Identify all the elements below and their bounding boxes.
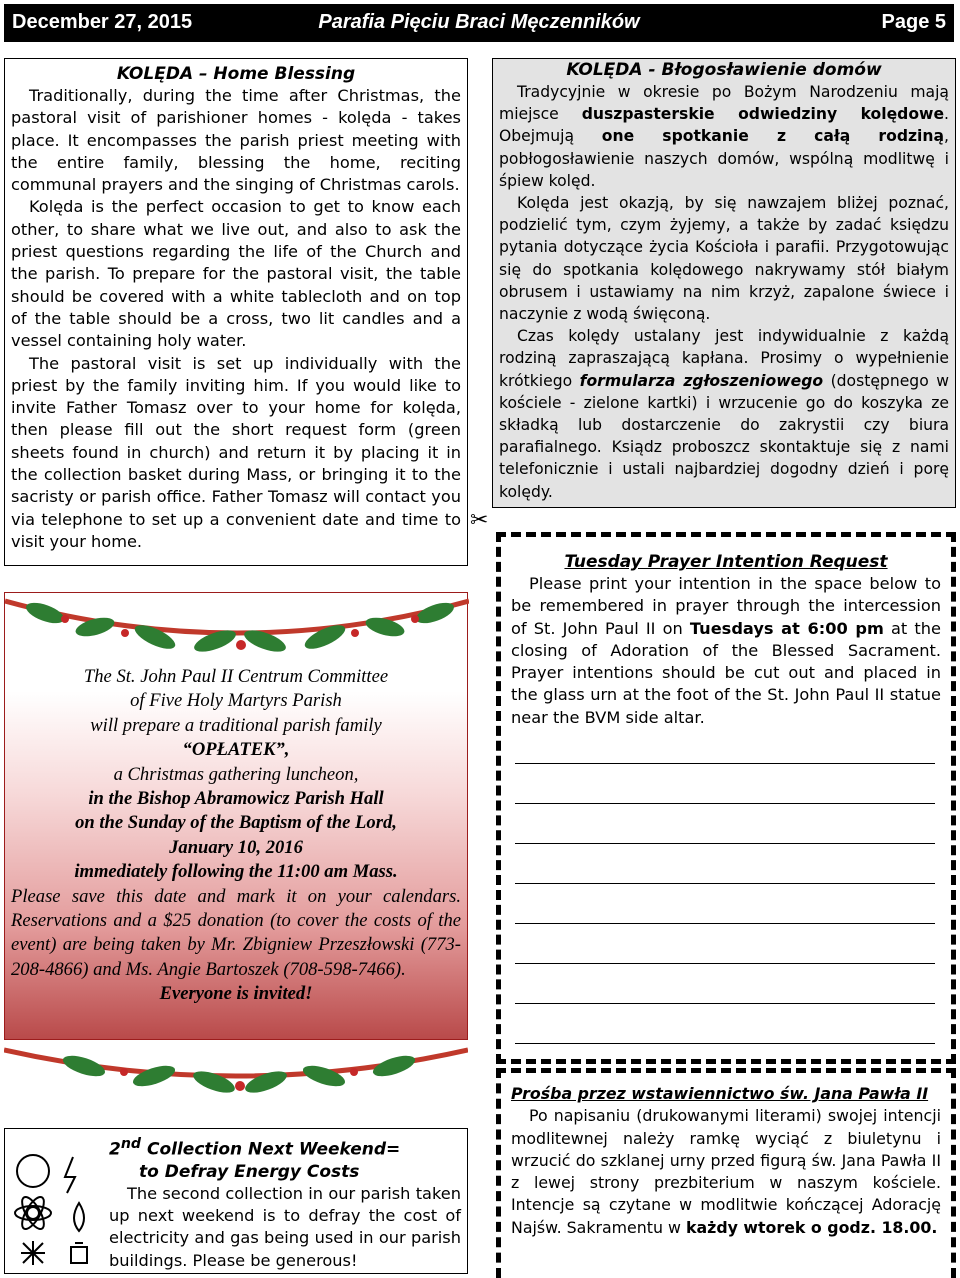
prayer-polish-title: Prośba przez wstawiennictwo św. Jana Pawła II [511,1084,929,1103]
write-line[interactable] [515,883,935,884]
text: 2 [109,1139,121,1160]
write-line[interactable] [515,1003,935,1004]
header-date: December 27, 2015 [12,11,193,33]
kolenda-polish-title: KOLĘDA - Błogosławienie domów [566,60,882,80]
holly-garland-bottom [4,1042,468,1102]
oplatek-line: “OPŁATEK”, [182,739,290,761]
kolenda-polish-article [492,58,956,508]
oplatek-text [11,665,461,1007]
oplatek-line: Everyone is invited! [159,983,313,1005]
energy-icons [9,1147,105,1267]
page-header [4,4,954,42]
kolenda-polish-p3 [499,325,949,503]
write-line[interactable] [515,803,935,804]
holly-garland-top [5,593,469,663]
scissors-icon: ✂ [470,508,489,533]
prayer-intention-form [496,532,956,1064]
write-line[interactable] [515,843,935,844]
oplatek-line: The St. John Paul II Centrum Committee [83,666,389,687]
collection-subtitle: to Defray Energy Costs [139,1161,360,1182]
collection-title [109,1133,461,1161]
write-line[interactable] [515,1043,935,1044]
text: Czas kolędy ustalany jest indywidualnie z każdą rodziną zapraszającą kapłana. Prosimy o wypełnienie krótkiego [499,327,949,390]
kolenda-polish-p2: Kolęda jest okazją, by się nawzajem bliżej poznać, podzielić tym, czym żyjemy, a także by zadać księdzu pytania dotyczące życia Kościoła i parafii. Przygotowując się do spotkania kolędowego nakrywamy stół białym obrusem i ustawiamy na nim krzyż, zapalone świece i naczynie z wodą święconą. [499,194,949,324]
oplatek-announcement [4,592,468,1040]
prayer-intention-title: Tuesday Prayer Intention Request [564,552,888,572]
text-bold: one spotkanie z całą rodziną [601,127,945,146]
text-bold: Tuesdays at 6:00 pm [689,618,884,638]
oplatek-line: a Christmas gathering luncheon, [113,763,359,785]
text: , pobłogosławienie naszych domów, wspólną modlitwę i śpiew kolęd. [499,127,949,190]
oplatek-line: immediately following the 11:00 am Mass. [74,861,398,883]
text-bold-italic: formularza zgłoszeniowego [579,371,824,390]
text: (dostępnego w kościele - zielone kartki) i wrzucenie go do koszyka ze składką lub dostarczenie do zakrystii czy biura parafialnego. Ksiądz proboszcz skontaktuje się z nami telefonicznie i ustali najbardziej dogodny dzień i porę kolędy. [499,371,950,501]
text-bold: każdy wtorek o godz. 18.00. [685,1217,938,1237]
write-line[interactable] [515,763,935,764]
text: . Obejmują [499,105,949,146]
oplatek-line: will prepare a traditional parish family [90,714,382,736]
oplatek-line: Please save this date and mark it on your calendars. Reservations and a $25 donation (to cover the costs of the event) are being taken by Mr. Zbigniew Przeszłowski (773-208-4866) and Ms. Angie Bartoszek (708-598-7466). [11,885,461,980]
text: Please print your intention in the space below to be remembered in prayer through the intercession of St. John Paul II on [511,574,941,638]
kolenda-english-p3: The pastoral visit is set up individually with the priest by the family inviting him. If you would like to invite Father Tomasz over to your home for kolęda, then please fill out the short request form (green sheets found in church) and return it by placing it in the collection basket during Mass, or bringing it to the sacristy or parish office. Father Tomasz will contact you via telephone to set up a convenient date and time to visit your home. [11,353,461,551]
lightbulb-icon [17,1155,49,1187]
oplatek-line: January 10, 2016 [169,836,303,858]
write-line[interactable] [515,923,935,924]
header-page-number: Page 5 [881,11,946,33]
oplatek-line: on the Sunday of the Baptism of the Lord, [75,812,397,834]
lightning-icon [65,1157,75,1193]
collection-body: The second collection in our parish taken up next weekend is to defray the cost of electricity and gas being used in our parish buildings. Please be generous! [109,1183,461,1270]
text: Po napisaniu (drukowanymi literami) swojej intencji modlitewnej należy ramkę wyciąć z biuletynu i wrzucić do szklanej urny przed figurą św. Jana Pawła II z lewej strony prezbiterium w naszym kościele. Intencje są czytane w modlitwie kończącej Adorację Najśw. Sakramentu w [511,1106,941,1237]
header-parish-name: Parafia Pięciu Braci Męczenników [318,11,640,33]
oplatek-line: of Five Holy Martyrs Parish [130,690,342,712]
kolenda-english-title: KOLĘDA – Home Blessing [116,64,356,84]
write-line[interactable] [515,963,935,964]
prayer-intention-body [511,573,941,729]
oplatek-line: in the Bishop Abramowicz Parish Hall [88,788,384,810]
prayer-polish-body [511,1105,941,1239]
kolenda-english-p2: Kolęda is the perfect occasion to get to know each other, to share what we live out, and also to ask the priest questions regarding the life of the Church and the parish. To prepare for the pastoral visit, the table should be covered with a white tablecloth and on top of the table should be a cross, two lit candles and a vessel containing holy water. [11,197,461,351]
text: nd [120,1136,142,1152]
prayer-intention-polish [496,1068,956,1278]
text: Tradycyjnie w okresie po Bożym Narodzeniu mają miejsce [499,83,949,124]
kolenda-english-p1: Traditionally, during the time after Christmas, the pastoral visit of parishioner homes - kolęda - takes place. It encompasses the parish priest meeting with the entire family, blessing the home, reciting communal prayers and the singing of Christmas carols. [11,86,461,195]
text-bold: duszpasterskie odwiedziny kolędowe [581,105,945,124]
kolenda-polish-p1 [499,81,949,192]
kolenda-english-article [4,58,468,566]
text: Collection Next Weekend= [141,1139,401,1160]
second-collection-notice [4,1128,468,1274]
text: at the closing of Adoration of the Blessed Sacrament. Prayer intentions should be cut out and placed in the glass urn at the foot of the St. John Paul II statue near the BVM side altar. [511,618,941,727]
